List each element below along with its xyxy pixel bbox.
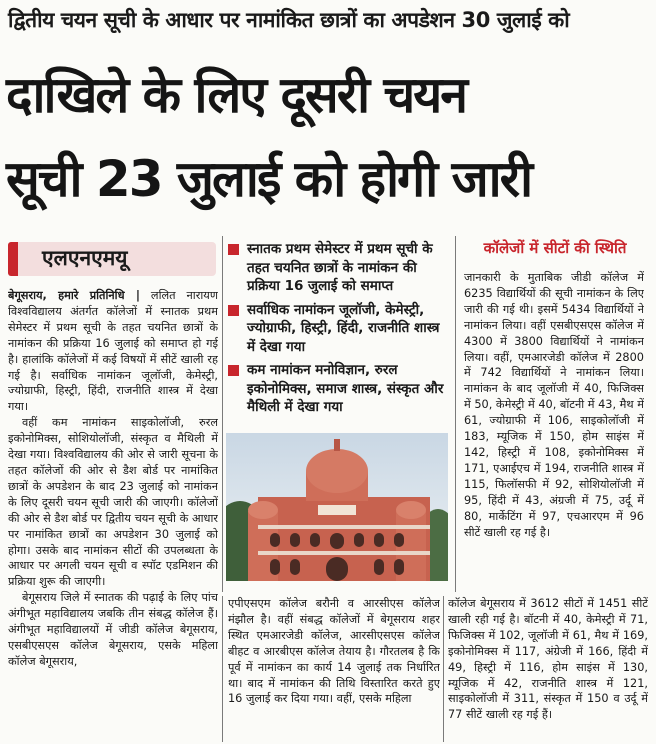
highlights-list: [228, 240, 446, 422]
highlight-text: सर्वाधिक नामांकन जूलॉजी, केमेस्ट्री, ज्योग्राफी, हिस्ट्री, हिंदी, राजनीति शास्त्र में देखा गया: [247, 301, 440, 355]
bullet-square-icon: [228, 244, 239, 255]
sidebar-box-title: कॉलेजों में सीटों की स्थिति: [483, 239, 627, 257]
column-divider: [222, 596, 223, 742]
highlight-text: कम नामांकन मनोविज्ञान, रुरल इकोनोमिक्स, समाज शास्त्र, संस्कृत और मैथिली में देखा गया: [247, 362, 444, 415]
bullet-square-icon: [228, 365, 239, 376]
highlight-item: [228, 301, 446, 357]
sidebar-box-text: जानकारी के मुताबिक जीडी कॉलेज में 6235 विद्यार्थियों की सूची नामांकन के लिए जारी की गई थी। इसमें 5434 विद्यार्थियों ने नामांकन लिया। वहीं एसबीएसएस कॉलेज में 4300 में 3800 विद्यार्थियों ने नामांकन लिया। वहीं, एमआरजेडी कॉलेज में 2800 में 742 विद्यार्थियों ने नामांकन लिया। नामांकन के बाद जूलॉजी में 40, फिजिक्स में 50, केमेस्ट्री में 40, बॉटनी में 43, मैथ में 61, ज्योग्राफी में 106, साइकोलॉजी में 183, म्यूजिक में 150, होम साइंस में 142, हिस्ट्री में 108, इकोनोमिक्स में 171, एआईएच में 194, राजनीति शास्त्र में 115, फिलॉसफी में 92, सोशियोलॉजी में 95, हिंदी में 43, अंग्रजी में 75, उर्दू में 80, मार्केटिंग में 97, एचआरएम में 96 सीटें खाली रह गई है।: [464, 271, 644, 539]
highlight-item: [228, 361, 446, 417]
article-right-column: कॉलेज बेगूसराय में 3612 सीटों में 1451 सीटें खाली रही गई है। बॉटनी में 40, केमेस्ट्री में 71, फिजिक्स में 102, जूलॉजी में 61, मैथ में 169, इकोनोमिक्स में 117, अंग्रेजी में 166, हिंदी में 49, हिस्ट्री में 116, होम साइंस में 130, म्यूजिक में 42, राजनीति शास्त्र में 121, साइकोलॉजी में 311, संस्कृत में 150 व उर्दू में 77 सीटें खाली रह गई हैं।: [448, 597, 648, 722]
college-building-photo: [226, 433, 448, 581]
section-tag: [8, 242, 216, 276]
kicker-headline: द्वितीय चयन सूची के आधार पर नामांकित छात्रों का अपडेशन 30 जुलाई को: [8, 8, 570, 32]
bullet-square-icon: [228, 305, 239, 316]
main-headline-line-1: दाखिले के लिए दूसरी चयन: [6, 66, 467, 124]
column-divider: [222, 236, 223, 592]
column-divider: [443, 596, 444, 742]
article-middle-column: एपीएसएम कॉलेज बरौनी व आरसीएस कॉलेज मंझौल है। वहीं संबद्ध कॉलेजों में बेगूसराय शहर स्थित एमआरजेडी कॉलेज, आरसीएसएस कॉलेज बीहट व आरबीएस कॉलेज तेयाय है। गौरतलब है कि पूर्व में नामांकन का कार्य 14 जुलाई तक निर्धारित था। बाद में नामांकन की तिथि विस्तारित करते हुए 16 जुलाई कर दिया गया। वहीं, एसके महिला: [228, 597, 440, 706]
article-left-column: [8, 288, 218, 740]
highlight-text: स्नातक प्रथम सेमेस्टर में प्रथम सूची के तहत चयनित छात्रों के नामांकन की प्रक्रिया 16 जुलाई को समाप्त: [247, 241, 433, 294]
article-paragraph-3: बेगूसराय जिले में स्नातक की पढ़ाई के लिए पांच अंगीभूत महाविद्यालय जबकि तीन संबद्ध कॉलेज हैं। अंगीभूत महाविद्यालयों में जीडी कॉलेज बेगूसराय, एसबीएसएस कॉलेज बेगूसराय, एसके महिला कॉलेज बेगूसराय,: [8, 591, 218, 668]
highlight-item: [228, 240, 446, 296]
article-paragraph-1: ललित नारायण विश्वविद्यालय अंतर्गत कॉलेजों में स्नातक प्रथम सेमेस्टर में प्रथम सूची के तहत चयनित छात्रों के नामांकन की प्रक्रिया 16 जुलाई को समाप्त हो गई है। हालांकि कॉलेजों में कई विषयों में सीटें खाली रह गई है। सर्वाधिक नामांकन जूलॉजी, केमेस्ट्री, ज्योग्राफी, हिस्ट्री, हिंदी, राजनीति शास्त्र में देखा गया।: [8, 289, 218, 414]
section-tag-label: एलएनएमयू: [42, 246, 128, 270]
column-divider: [455, 236, 456, 592]
dateline: बेगूसराय, हमारे प्रतिनिधि |: [8, 289, 140, 302]
article-paragraph-2: वहीं कम नामांकन साइकोलॉजी, रुरल इकोनोमिक्स, सोशियोलॉजी, संस्कृत व मैथिली में देखा गया। विश्वविद्यालय की ओर से जारी सूचना के तहत कॉलेजों की ओर से डैश बोर्ड पर नामांकित छात्रों के अपडेशन के बाद 23 जुलाई को नामांकन के लिए दूसरी चयन सूची जारी की जाएगी। कॉलेजों की ओर से डैश बोर्ड पर द्वितीय चयन सूची के आधार पर नामांकित छात्रों का अपडेशन 30 जुलाई को होगा। उसके बाद नामांकन सीटों की उपलब्धता के आधार पर अगली चयन सूची व स्पॉट एडमिशन की प्रक्रिया शुरू की जाएगी।: [8, 416, 218, 589]
main-headline-line-2: सूची 23 जुलाई को होगी जारी: [6, 150, 532, 208]
tag-accent-bar: [8, 242, 18, 276]
